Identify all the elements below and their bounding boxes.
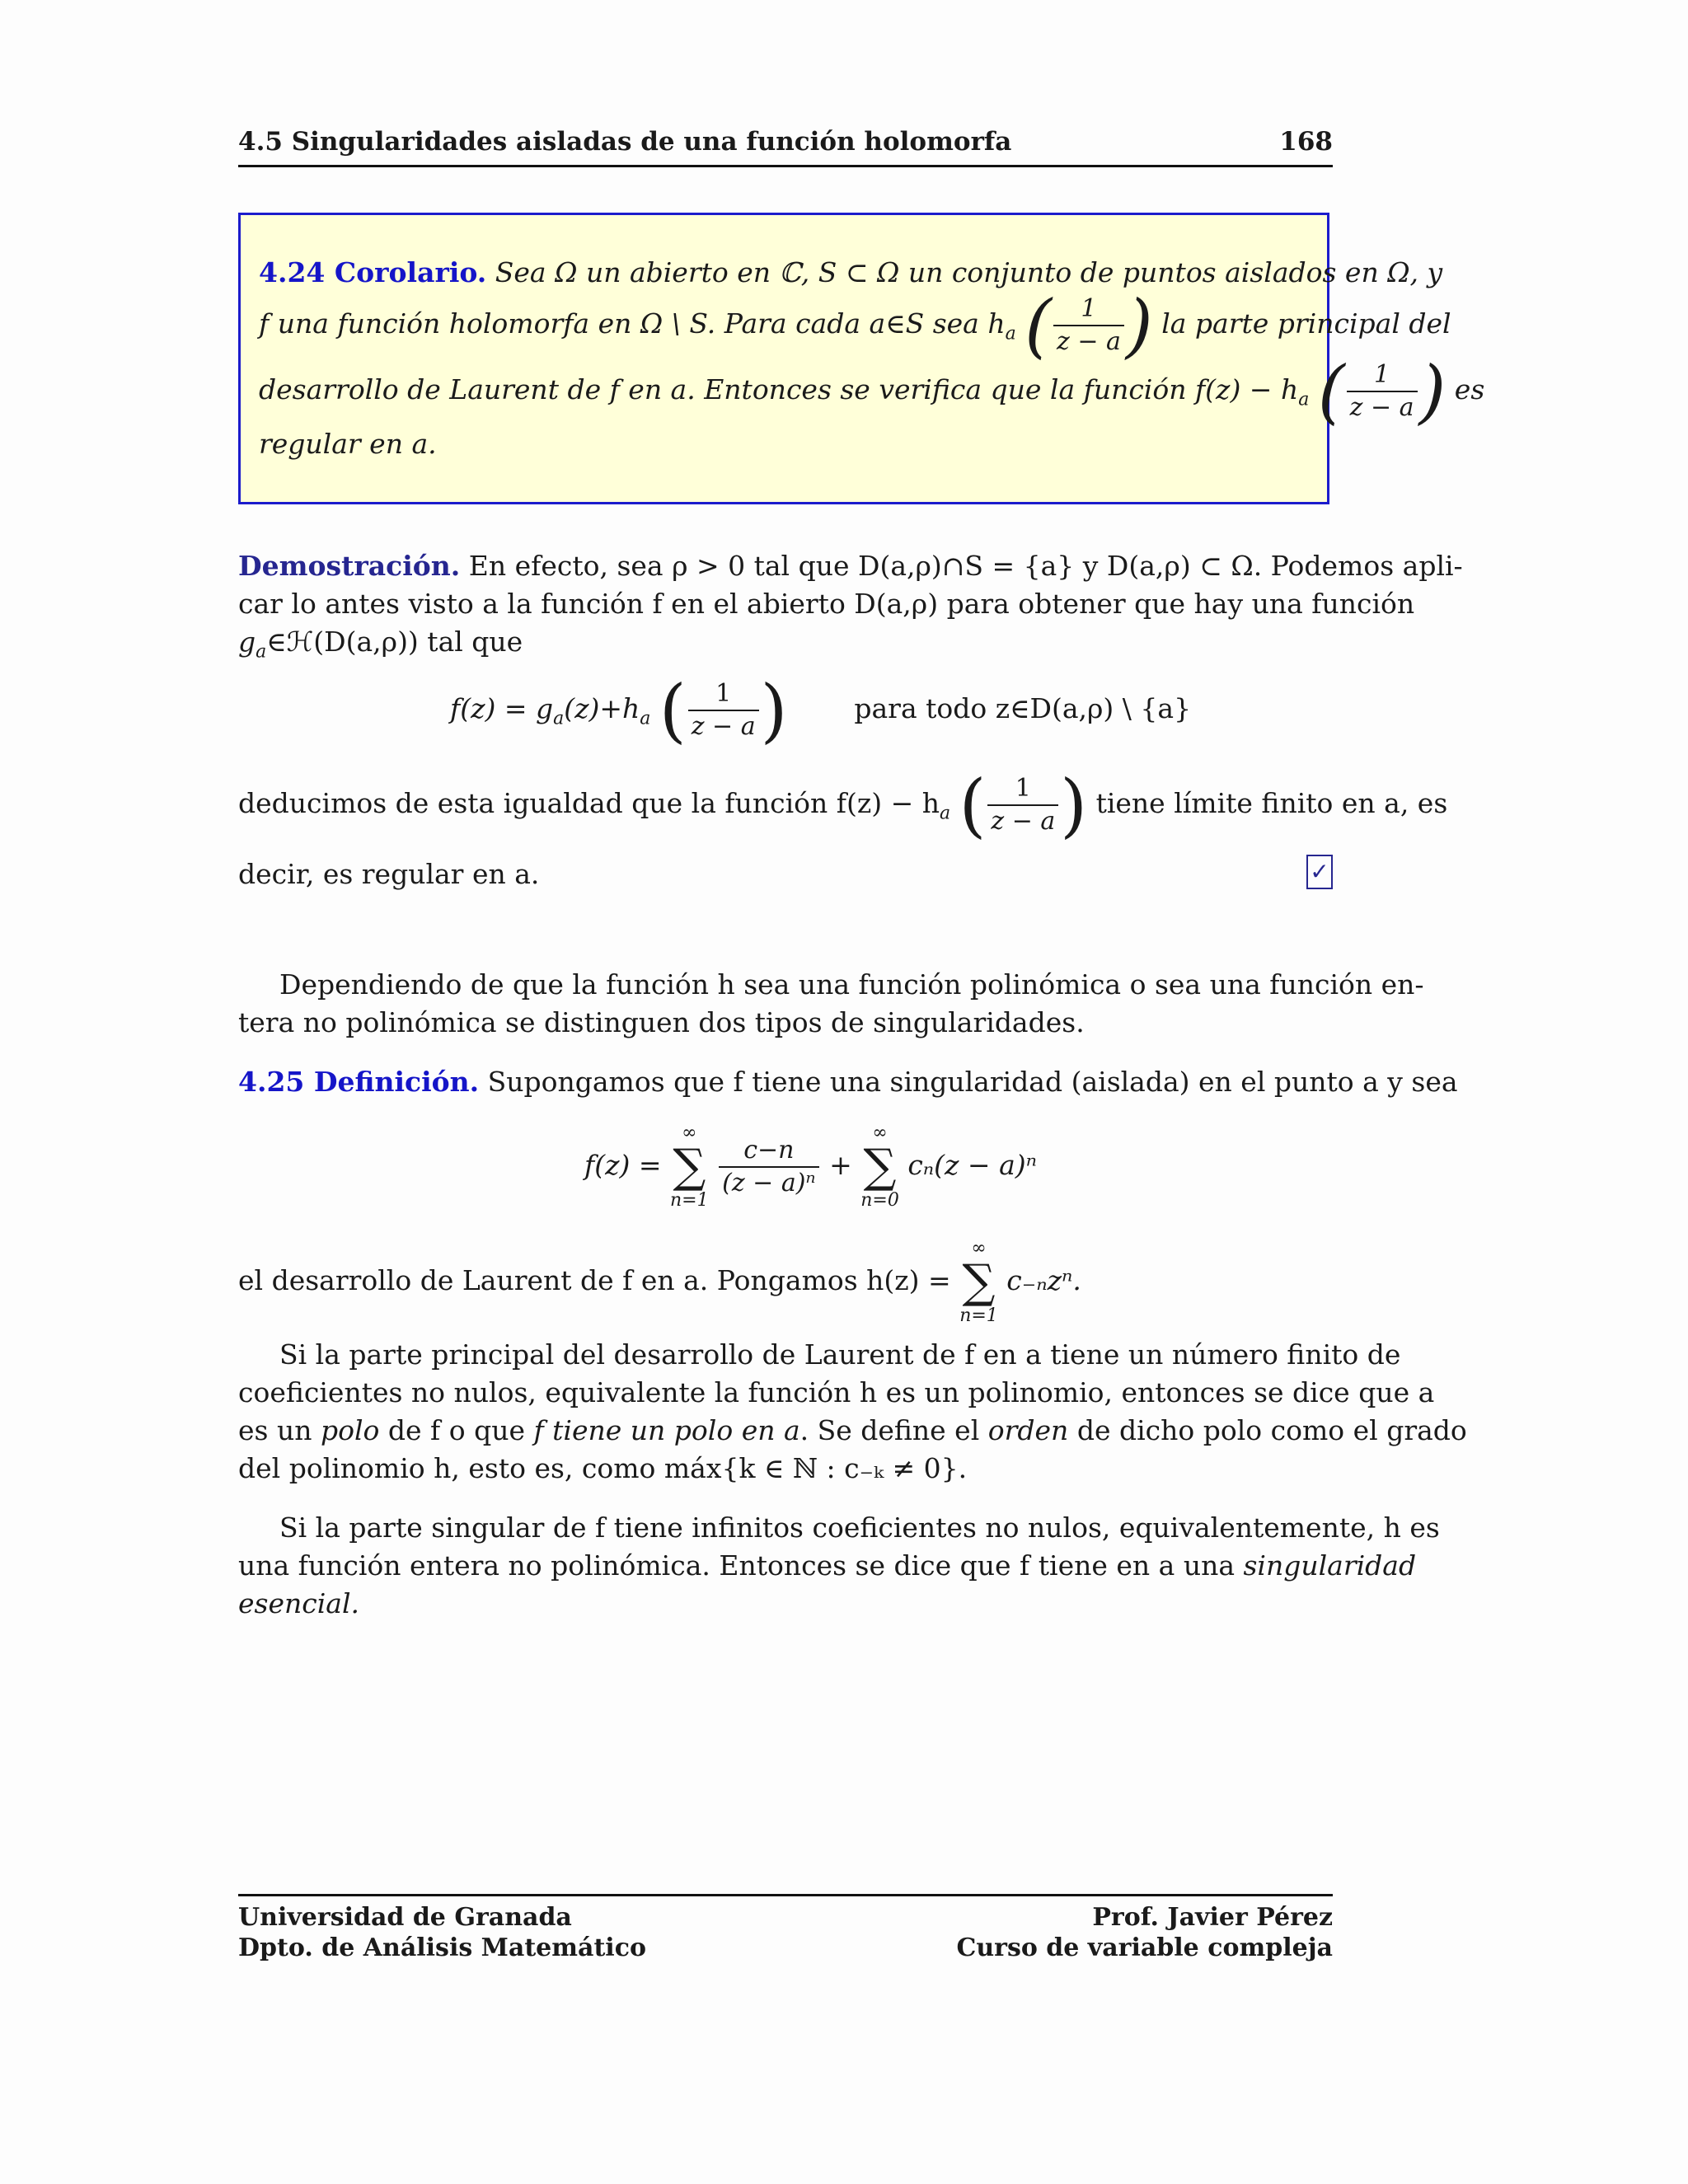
term-singularidad: singularidad <box>1243 1549 1417 1582</box>
fraction: $\frac{1}{z - a}$ <box>688 678 759 743</box>
footer-department: Dpto. de Análisis Matemático <box>238 1933 646 1962</box>
definition-line-2: el desarrollo de Laurent de f en a. Pongamos h(z) = ∞ ∑ n=1 c₋ₙzⁿ. <box>238 1238 1081 1326</box>
proof-line-1: Demostración. En efecto, sea ρ > 0 tal que D(a,ρ)∩S = {a} y D(a,ρ) ⊂ Ω. Podemos apli- <box>238 550 1463 582</box>
proof-line-5: decir, es regular en a. <box>238 858 540 890</box>
paragraph-line: coeficientes no nulos, equivalente la función h es un polinomio, entonces se dice que a <box>238 1376 1435 1408</box>
definition-line-1: 4.25 Definición. Supongamos que f tiene una singularidad (aislada) en el punto a y sea <box>238 1066 1458 1098</box>
summation: ∞ ∑ n=1 <box>959 1238 998 1326</box>
paragraph-line: Si la parte principal del desarrollo de Laurent de f en a tiene un número finito de <box>279 1338 1401 1371</box>
section-title: 4.5 Singularidades aisladas de una función holomorfa <box>238 127 1012 157</box>
corollary-line-4: regular en a. <box>259 428 437 460</box>
laurent-series-equation: f(z) = ∞ ∑ n=1 $\frac{c-n}{\text{(z − a)ⁿ}}$ + ∞ ∑ n=0 cₙ(z − a)ⁿ <box>584 1122 1037 1211</box>
proof-line-3: $g_a\in ℋ(D(a,\rho))$ tal que <box>238 626 523 663</box>
proof-line-2: car lo antes visto a la función f en el abierto D(a,ρ) para obtener que hay una función <box>238 588 1415 620</box>
paragraph-line: Dependiendo de que la función h sea una función polinómica o sea una función en- <box>279 968 1424 1001</box>
page-footer <box>238 1894 1333 1971</box>
corollary-line-1: 4.24 Corolario. Sea Ω un abierto en ℂ, S ⊂ Ω un conjunto de puntos aislados en Ω, y <box>259 256 1443 288</box>
fraction: $\frac{1}{z - a}$ <box>987 773 1058 837</box>
qed-checkbox-icon: ✓ <box>1306 855 1333 889</box>
paragraph-line: una función entera no polinómica. Entonces se dice que f tiene en a una singularidad <box>238 1549 1417 1582</box>
corollary-line-3: desarrollo de Laurent de f en a. Entonces se verifica que la función $f(z) - h_a$ ( $\frac{1}{z - a}$ ) es <box>259 351 1485 432</box>
paragraph-line: es un polo de f o que f tiene un polo en a. Se define el orden de dicho polo como el grado <box>238 1414 1467 1446</box>
footer-author: Prof. Javier Pérez <box>1092 1903 1333 1932</box>
page-number: 168 <box>1279 127 1333 157</box>
paragraph-line: Si la parte singular de f tiene infinitos coeficientes no nulos, equivalentemente, h es <box>279 1511 1440 1544</box>
fraction: $\frac{1}{z - a}$ <box>1053 293 1124 358</box>
summation: ∞ ∑ n=0 <box>860 1122 899 1211</box>
corollary-label: 4.24 Corolario. <box>259 256 487 288</box>
term-orden: orden <box>987 1414 1069 1446</box>
fraction: $\frac{1}{z - a}$ <box>1347 359 1418 424</box>
summation: ∞ ∑ n=1 <box>670 1122 709 1211</box>
term-polo: polo <box>320 1414 380 1446</box>
running-header <box>238 124 1333 167</box>
corollary-box <box>238 213 1485 504</box>
paragraph-line: tera no polinómica se distinguen dos tipos de singularidades. <box>238 1006 1085 1038</box>
corollary-line-2: f una función holomorfa en Ω \ S. Para cada a∈S sea $h_a$ ( $\frac{1}{z - a}$ ) la parte principal del <box>259 285 1451 366</box>
fraction: $\frac{c-n}{\text{(z − a)ⁿ}}$ <box>719 1135 818 1199</box>
proof-label: Demostración. <box>238 550 461 582</box>
paragraph-line: del polinomio h, esto es, como máx{k ∈ ℕ : c₋ₖ ≠ 0}. <box>238 1452 968 1484</box>
footer-university: Universidad de Granada <box>238 1903 572 1932</box>
paragraph-line: esencial. <box>238 1587 360 1619</box>
proof-line-4: deducimos de esta igualdad que la función $f(z) - h_a$ ( $\frac{1}{z - a}$ ) tiene límite finito en a, es <box>238 765 1448 846</box>
proof-equation: $f(z) = g_a(z)+h_a$ ( $\frac{1}{z - a}$ ) para todo z∈D(a,ρ) \ {a} <box>450 670 1192 751</box>
definition-label: 4.25 Definición. <box>238 1066 480 1098</box>
footer-course: Curso de variable compleja <box>956 1933 1333 1962</box>
